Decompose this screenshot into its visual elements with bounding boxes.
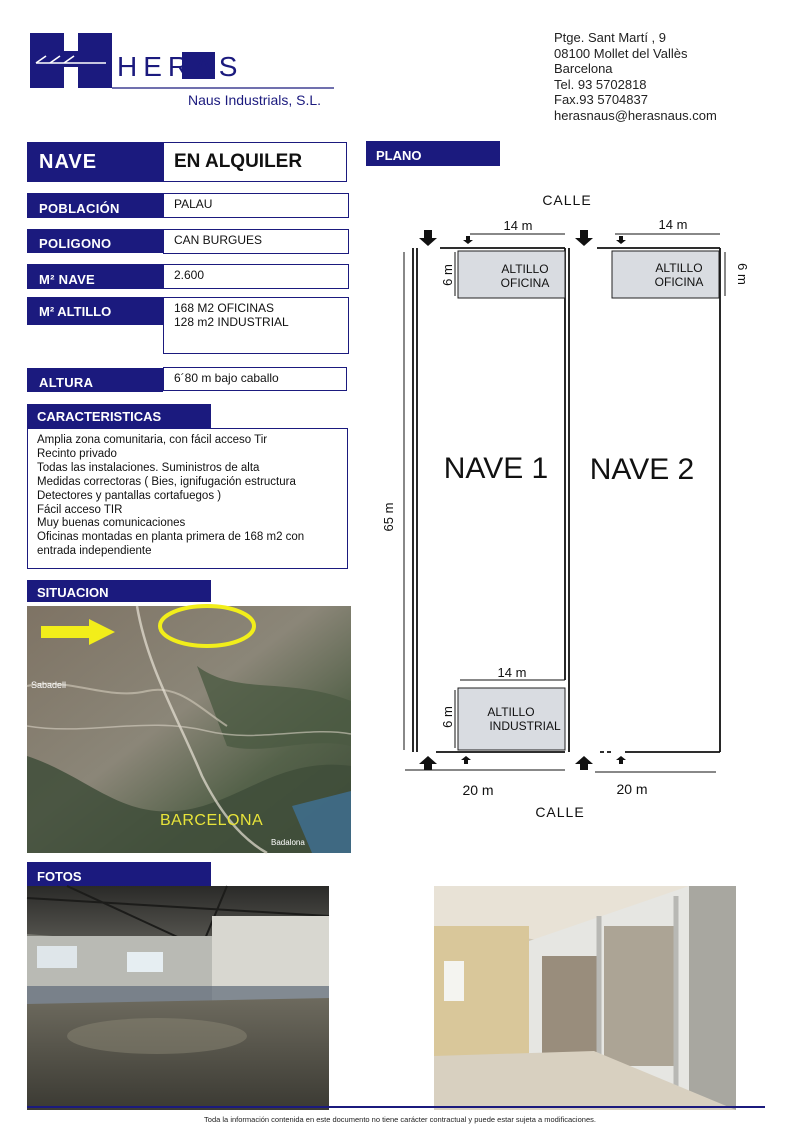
altillo-oficina-2-line2: OFICINA bbox=[654, 275, 704, 289]
feature-line: Detectores y pantallas cortafuegos ) bbox=[37, 489, 222, 502]
feature-line: Amplia zona comunitaria, con fácil acceso Tir bbox=[37, 434, 268, 446]
dim-6-left-top: 6 m bbox=[440, 264, 455, 286]
warehouse-photo bbox=[27, 886, 329, 1110]
dim-65-label: 65 m bbox=[381, 502, 396, 532]
plano-title: PLANO bbox=[366, 141, 500, 166]
m2-altillo-value bbox=[163, 297, 349, 354]
caracteristicas-box bbox=[27, 428, 348, 569]
street-bottom-label: CALLE bbox=[535, 804, 585, 820]
nave-2-label: NAVE 2 bbox=[589, 453, 695, 486]
altillo-oficina-2-line1: ALTILLO bbox=[655, 261, 703, 275]
poligono-value: CAN BURGUES bbox=[163, 229, 349, 254]
dim-20-right: 20 m bbox=[616, 781, 648, 797]
m2-nave-value: 2.600 bbox=[163, 264, 349, 289]
feature-line: Medidas correctoras ( Bies, ignifugación estructura bbox=[37, 475, 296, 488]
location-map bbox=[27, 606, 351, 853]
poligono-label: POLIGONO bbox=[27, 229, 163, 253]
address-email[interactable]: herasnaus@herasnaus.com bbox=[554, 107, 717, 123]
feature-line: entrada independiente bbox=[37, 545, 152, 558]
altillo-oficina-1-line2: OFICINA bbox=[500, 276, 550, 290]
photo-office-interior bbox=[434, 886, 736, 1110]
m2-altillo-oficinas: 168 M2 OFICINAS bbox=[174, 301, 275, 315]
altillo-industrial-line2: INDUSTRIAL bbox=[489, 719, 561, 733]
address-postal: 08100 Mollet del Vallès bbox=[554, 45, 688, 61]
floor-plan bbox=[366, 180, 750, 830]
map-label-barcelona: BARCELONA bbox=[160, 812, 264, 829]
altura-value: 6´80 m bajo caballo bbox=[163, 367, 347, 391]
feature-line: Fácil acceso TIR bbox=[37, 503, 123, 516]
dim-14-top-right: 14 m bbox=[658, 217, 688, 232]
feature-line: Oficinas montadas en planta primera de 168 m2 con bbox=[37, 531, 305, 544]
altillo-industrial-line1: ALTILLO bbox=[487, 705, 535, 719]
fotos-title: FOTOS bbox=[27, 862, 211, 886]
type-label bbox=[27, 142, 163, 182]
address-fax: Fax.93 5704837 bbox=[554, 92, 648, 107]
poblacion-label: POBLACIÓN bbox=[27, 193, 163, 218]
photo-warehouse-interior bbox=[27, 886, 329, 1110]
altillo-oficina-1-line1: ALTILLO bbox=[501, 262, 549, 276]
address-phone: Tel. 93 5702818 bbox=[554, 76, 647, 92]
feature-line: Recinto privado bbox=[37, 447, 117, 460]
address-street: Ptge. Sant Martí , 9 bbox=[554, 30, 666, 45]
map-label-sabadell: Sabadell bbox=[31, 680, 67, 690]
feature-line: Muy buenas comunicaciones bbox=[37, 517, 186, 530]
brand-subtitle: Naus Industrials, S.L. bbox=[188, 92, 322, 108]
type-label-text: NAVE bbox=[39, 150, 98, 173]
office-photo bbox=[434, 886, 736, 1110]
m2-altillo-label bbox=[27, 297, 163, 325]
street-top-label: CALLE bbox=[542, 192, 592, 208]
dim-20-left: 20 m bbox=[462, 782, 494, 798]
situacion-title: SITUACION bbox=[27, 580, 211, 602]
feature-line: Todas las instalaciones. Suministros de alta bbox=[37, 461, 260, 474]
caracteristicas-title: CARACTERISTICAS bbox=[27, 404, 211, 428]
nave-1-label: NAVE 1 bbox=[443, 452, 549, 485]
address-city: Barcelona bbox=[554, 61, 613, 76]
dim-14-bottom: 14 m bbox=[497, 665, 527, 680]
footer-line bbox=[27, 1106, 765, 1108]
company-address bbox=[554, 30, 717, 123]
m2-altillo-label-text: M² ALTILLO bbox=[39, 303, 112, 319]
m2-altillo-industrial: 128 m2 INDUSTRIAL bbox=[174, 315, 289, 329]
altura-label: ALTURA bbox=[27, 368, 163, 392]
footer-disclaimer: Toda la información contenida en este documento no tiene carácter contractual y puede estar sujeta a modificaciones. bbox=[204, 1115, 596, 1124]
type-value bbox=[163, 142, 347, 182]
brand-name: HERAS bbox=[117, 51, 244, 82]
dim-14-top-left: 14 m bbox=[503, 218, 533, 233]
dim-6-right: 6 m bbox=[735, 263, 750, 285]
map-label-badalona: Badalona bbox=[271, 838, 305, 847]
m2-nave-label: M² NAVE bbox=[27, 264, 163, 289]
type-value-text: EN ALQUILER bbox=[174, 151, 303, 172]
dim-6-left-bottom: 6 m bbox=[440, 706, 455, 728]
poblacion-value: PALAU bbox=[163, 193, 349, 218]
